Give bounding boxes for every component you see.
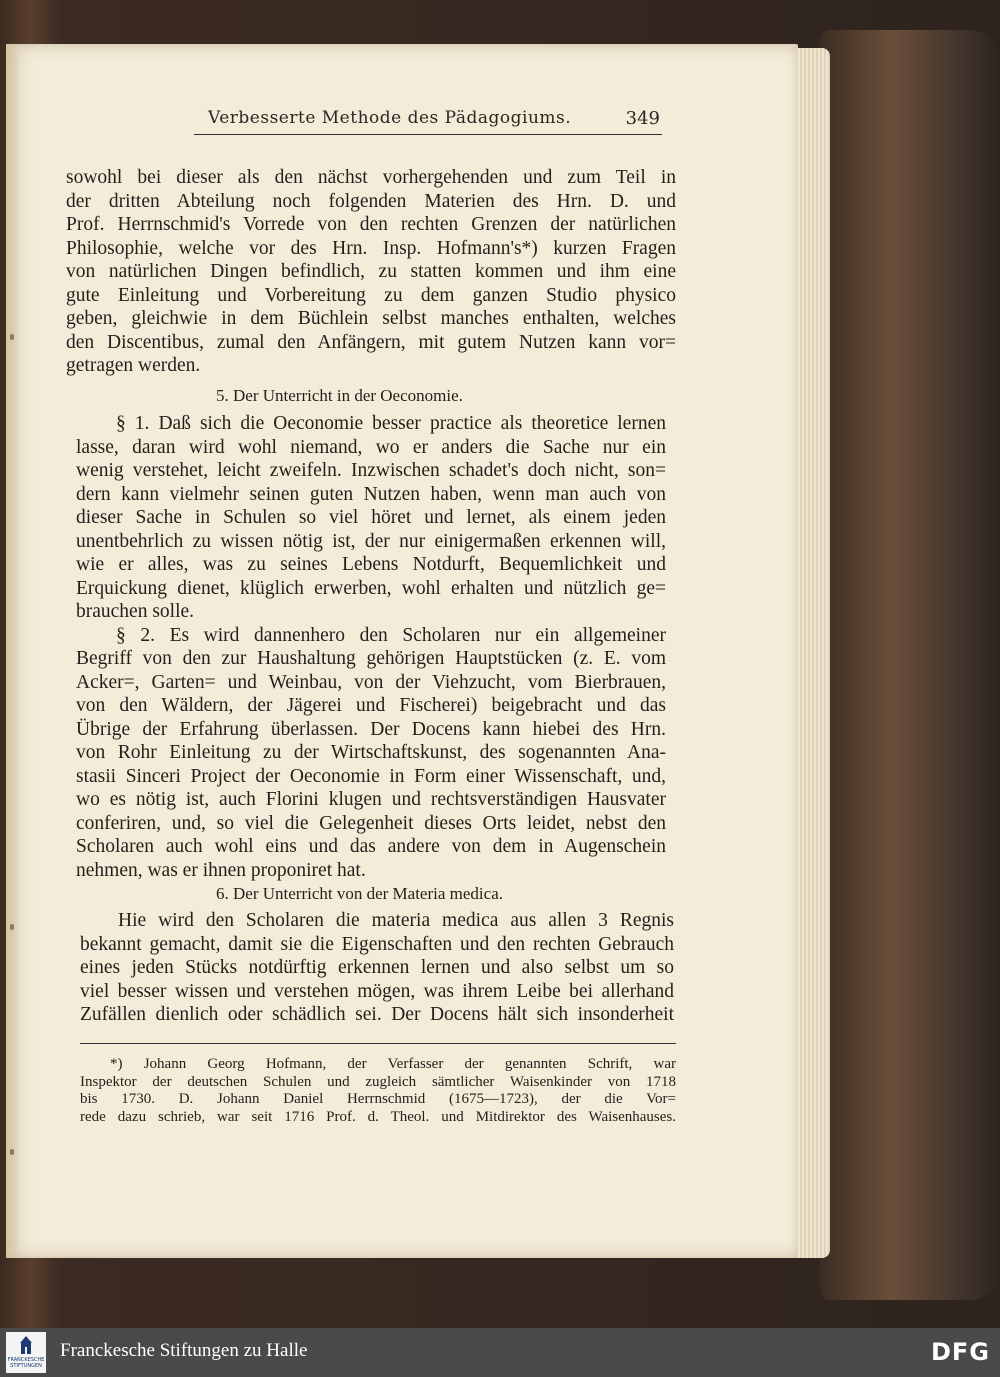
logo-caption: FRANCKESCHE STIFTUNGEN <box>7 1357 45 1369</box>
text-line: bekannt gemacht, damit sie die Eigenschaften und den rechten Gebrauch <box>80 933 674 955</box>
text-line: Zufällen dienlich oder schädlich sei. Der Docens hält sich insonderheit <box>80 1004 674 1025</box>
text-line: gute Einleitung und Vorbereitung zu dem ganzen Studio physico <box>66 284 676 306</box>
text-line: Prof. Herrnschmid's Vorrede von den rechten Grenzen der natürlichen <box>66 214 676 235</box>
text-line: Scholaren auch wohl eins und das andere von dem in Augenschein <box>76 836 666 857</box>
text-line: von Rohr Einleitung zu der Wirtschaftskunst, des sogenannten Ana- <box>76 742 666 763</box>
institution-name: Franckesche Stiftungen zu Halle <box>60 1340 308 1361</box>
text-line: Begriff von den zur Haushaltung gehörigen Hauptstücken (z. E. vom <box>76 648 666 669</box>
text-line: stasii Sinceri Project der Oeconomie in Form einer Wissenschaft, und, <box>76 765 666 787</box>
footnote-line: bis 1730. D. Johann Daniel Herrnschmid (1675—1723), der die Vor= <box>80 1091 676 1107</box>
text-line: wo es nötig ist, auch Florini klugen und rechtsverständigen Hausvater <box>76 789 666 810</box>
footnote-rule <box>80 1043 676 1044</box>
franckesche-logo[interactable] <box>6 1332 46 1373</box>
building-icon <box>20 1336 32 1354</box>
text-line: den Discentibus, zumal den Anfängern, mit gutem Nutzen kann vor= <box>66 331 676 353</box>
text-line: wie er alles, was zu seines Lebens Notdurft, Bequemlichkeit und <box>76 554 666 575</box>
footnote-line: rede dazu schrieb, war seit 1716 Prof. d. Theol. und Mitdirektor des Waisenhauses. <box>80 1108 676 1125</box>
page-number: 349 <box>625 108 660 129</box>
text-line: der dritten Abteilung noch folgenden Materien des Hrn. D. und <box>66 190 676 212</box>
text-line: nehmen, was er ihnen proponiret hat. <box>76 859 366 881</box>
text-line: Hie wird den Scholaren die materia medica aus allen 3 Regnis <box>118 910 674 931</box>
text-line: conferiren, und, so viel die Gelegenheit dieses Orts leidet, nebst den <box>76 812 666 834</box>
binding-mark <box>10 334 14 340</box>
text-line: dern kann vielmehr seinen guten Nutzen haben, wenn man auch von <box>76 483 666 505</box>
text-line: sowohl bei dieser als den nächst vorhergehenden und zum Teil in <box>66 167 676 188</box>
page-header <box>194 108 662 135</box>
text-line: viel besser wissen und verstehen mögen, was ihrem Leibe bei allerhand <box>80 980 674 1002</box>
text-line: § 1. Daß sich die Oeconomie besser practice als theoretice lernen <box>116 413 666 434</box>
text-line: Übrige der Erfahrung überlassen. Der Docens kann hiebei des Hrn. <box>76 718 666 740</box>
text-line: dieser Sache in Schulen so viel höret und lernet, als einem jeden <box>76 507 666 528</box>
text-line: von natürlichen Dingen befindlich, zu statten kommen und ihm eine <box>66 261 676 282</box>
text-line: unentbehrlich zu wissen nötig ist, der nur einigermaßen erkennen will, <box>76 530 666 552</box>
section-materia-medica-body <box>80 909 674 1027</box>
text-line: wenig verstehet, leicht zweifeln. Inzwischen schadet's doch nicht, son= <box>76 460 666 481</box>
footnote-line: Inspektor der deutschen Schulen und zugleich sämtlicher Waisenkinder von 1718 <box>80 1073 676 1090</box>
binding-mark <box>10 924 14 930</box>
binding-mark <box>10 1149 14 1155</box>
viewer-footer-bar <box>0 1328 1000 1377</box>
section-heading-oeconomie: 5. Der Unterricht in der Oeconomie. <box>216 386 463 405</box>
text-line: Acker=, Garten= und Weinbau, von der Viehzucht, vom Bierbrauen, <box>76 671 666 693</box>
section-heading-materia-medica: 6. Der Unterricht von der Materia medica. <box>216 884 503 903</box>
text-line: Erquickung dienet, klüglich erwerben, wohl erhalten und nützlich ge= <box>76 577 666 599</box>
text-line: Philosophie, welche vor des Hrn. Insp. Hofmann's*) kurzen Fragen <box>66 237 676 259</box>
book-cover-edge <box>820 30 1000 1300</box>
text-line: eines jeden Stücks notdürftig erkennen lernen und also selbst um so <box>80 957 674 978</box>
text-line: § 2. Es wird dannenhero den Scholaren nur ein allgemeiner <box>116 624 666 646</box>
footnote-line: *) Johann Georg Hofmann, der Verfasser der genannten Schrift, war <box>110 1056 676 1072</box>
text-line: getragen werden. <box>66 355 201 376</box>
footnote <box>80 1056 676 1126</box>
text-line: von den Wäldern, der Jägerei und Fischerei) beigebracht und das <box>76 695 666 716</box>
text-line: geben, gleichwie in dem Büchlein selbst manches enthalten, welches <box>66 308 676 329</box>
dfg-logo[interactable]: DFG <box>930 1338 990 1366</box>
text-line: brauchen solle. <box>76 601 195 622</box>
running-head: Verbesserte Methode des Pädagogiums. <box>208 108 572 128</box>
section-oeconomie-body <box>76 412 666 882</box>
text-line: lasse, daran wird wohl niemand, wo er anders die Sache nur ein <box>76 436 666 458</box>
paragraph-continued <box>66 166 676 378</box>
